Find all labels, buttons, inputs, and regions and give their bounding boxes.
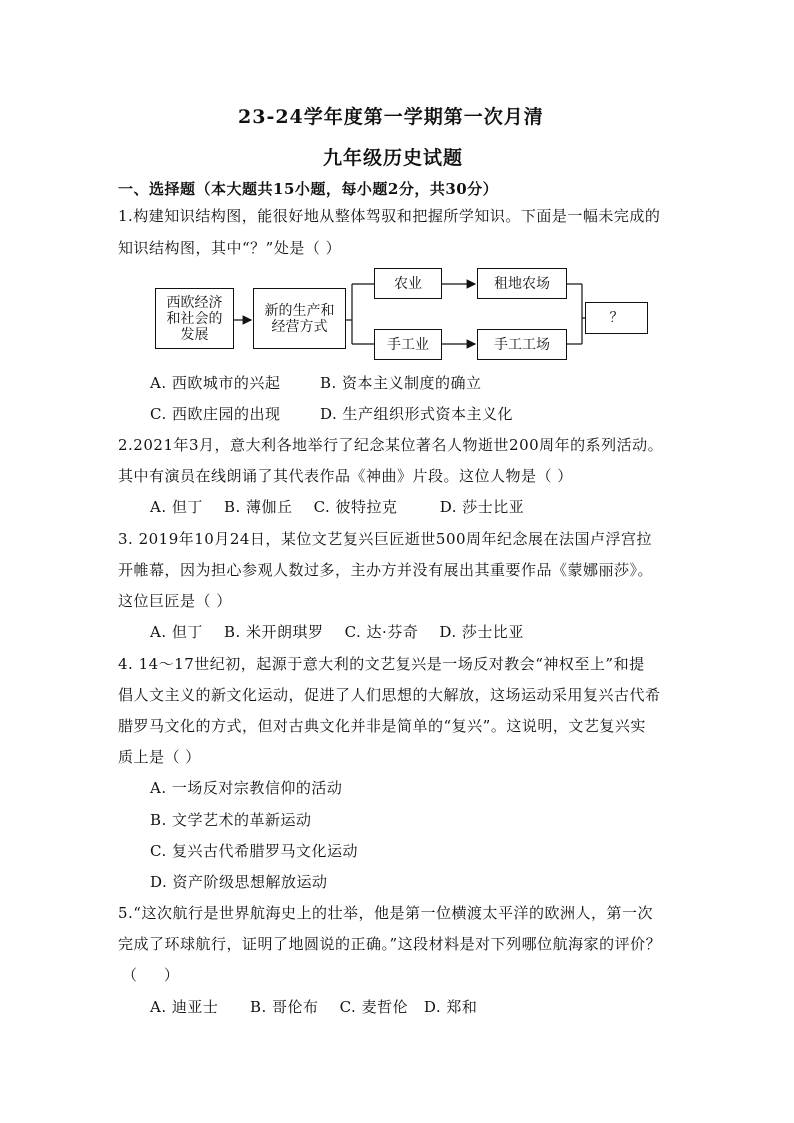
q5-options: A. 迪亚士 B. 哥伦布 C. 麦哲伦 D. 郑和 [150, 998, 478, 1016]
q1-option-b: B. 资本主义制度的确立 [320, 374, 482, 392]
diagram-box-handicraft: 手工业 [374, 329, 442, 360]
diagram-box-text: 发展 [180, 326, 209, 343]
q3-options: A. 但丁 B. 米开朗琪罗 C. 达·芬奇 D. 莎士比亚 [150, 623, 524, 641]
q2-stem-line1: 2.2021年3月，意大利各地举行了纪念某位著名人物逝世200周年的系列活动。 [118, 436, 664, 454]
diagram-box-agriculture: 农业 [374, 268, 442, 299]
q4-option-b: B. 文学艺术的革新运动 [150, 811, 312, 829]
q1-option-a: A. 西欧城市的兴起 [150, 374, 281, 392]
diagram-box-workshop: 手工工场 [477, 329, 567, 360]
q1-option-c: C. 西欧庄园的出现 [150, 405, 281, 423]
q4-stem-line1: 4. 14～17世纪初，起源于意大利的文艺复兴是一场反对教会“神权至上”和提 [118, 655, 645, 673]
q3-stem-line2: 开帷幕，因为担心参观人数过多，主办方并没有展出其重要作品《蒙娜丽莎》。 [118, 561, 654, 579]
diagram-box-text: 西欧经济 [166, 294, 223, 311]
q5-stem-line1: 5.“这次航行是世界航海史上的壮举，他是第一位横渡太平洋的欧洲人，第一次 [118, 904, 653, 922]
q2-stem-line2: 其中有演员在线朗诵了其代表作品《神曲》片段。这位人物是（ ） [118, 467, 573, 485]
q4-stem-line3: 腊罗马文化的方式，但对古典文化并非是简单的“复兴”。这说明，文艺复兴实 [118, 717, 646, 735]
q1-option-d: D. 生产组织形式资本主义化 [320, 405, 514, 423]
q1-stem-line2: 知识结构图，其中“？”处是（ ） [118, 239, 342, 257]
diagram-box-new-production [253, 288, 346, 349]
q5-stem-line3: （ ） [122, 966, 180, 984]
page-subtitle: 九年级历史试题 [323, 147, 464, 169]
diagram-box-western-europe [155, 288, 234, 349]
q1-stem-line1: 1.构建知识结构图，能很好地从整体驾驭和把握所学知识。下面是一幅未完成的 [118, 207, 661, 225]
q4-option-d: D. 资产阶级思想解放运动 [150, 873, 328, 891]
diagram-box-text: 新的生产和 [264, 302, 335, 319]
q5-stem-line2: 完成了环球航行，证明了地圆说的正确。”这段材料是对下列哪位航海家的评价？ [118, 935, 662, 953]
diagram-box-text: 经营方式 [271, 318, 328, 335]
diagram-box-unknown: ？ [585, 302, 648, 334]
q2-options: A. 但丁 B. 薄伽丘 C. 彼特拉克 D. 莎士比亚 [150, 498, 525, 516]
q4-stem-line2: 倡人文主义的新文化运动，促进了人们思想的大解放，这场运动采用复兴古代希 [118, 686, 661, 704]
section-heading: 一、选择题（本大题共15小题，每小题2分，共30分） [118, 180, 499, 198]
q4-stem-line4: 质上是（ ） [118, 748, 201, 766]
q3-stem-line1: 3. 2019年10月24日，某位文艺复兴巨匠逝世500周年纪念展在法国卢浮宫拉 [118, 530, 653, 548]
q3-stem-line3: 这位巨匠是（ ） [118, 592, 232, 610]
q4-option-a: A. 一场反对宗教信仰的活动 [150, 779, 343, 797]
diagram-box-text: 和社会的 [166, 310, 223, 327]
diagram-box-leased-farm: 租地农场 [477, 268, 567, 299]
page-title: 23-24学年度第一学期第一次月清 [238, 106, 544, 128]
q4-option-c: C. 复兴古代希腊罗马文化运动 [150, 842, 358, 860]
